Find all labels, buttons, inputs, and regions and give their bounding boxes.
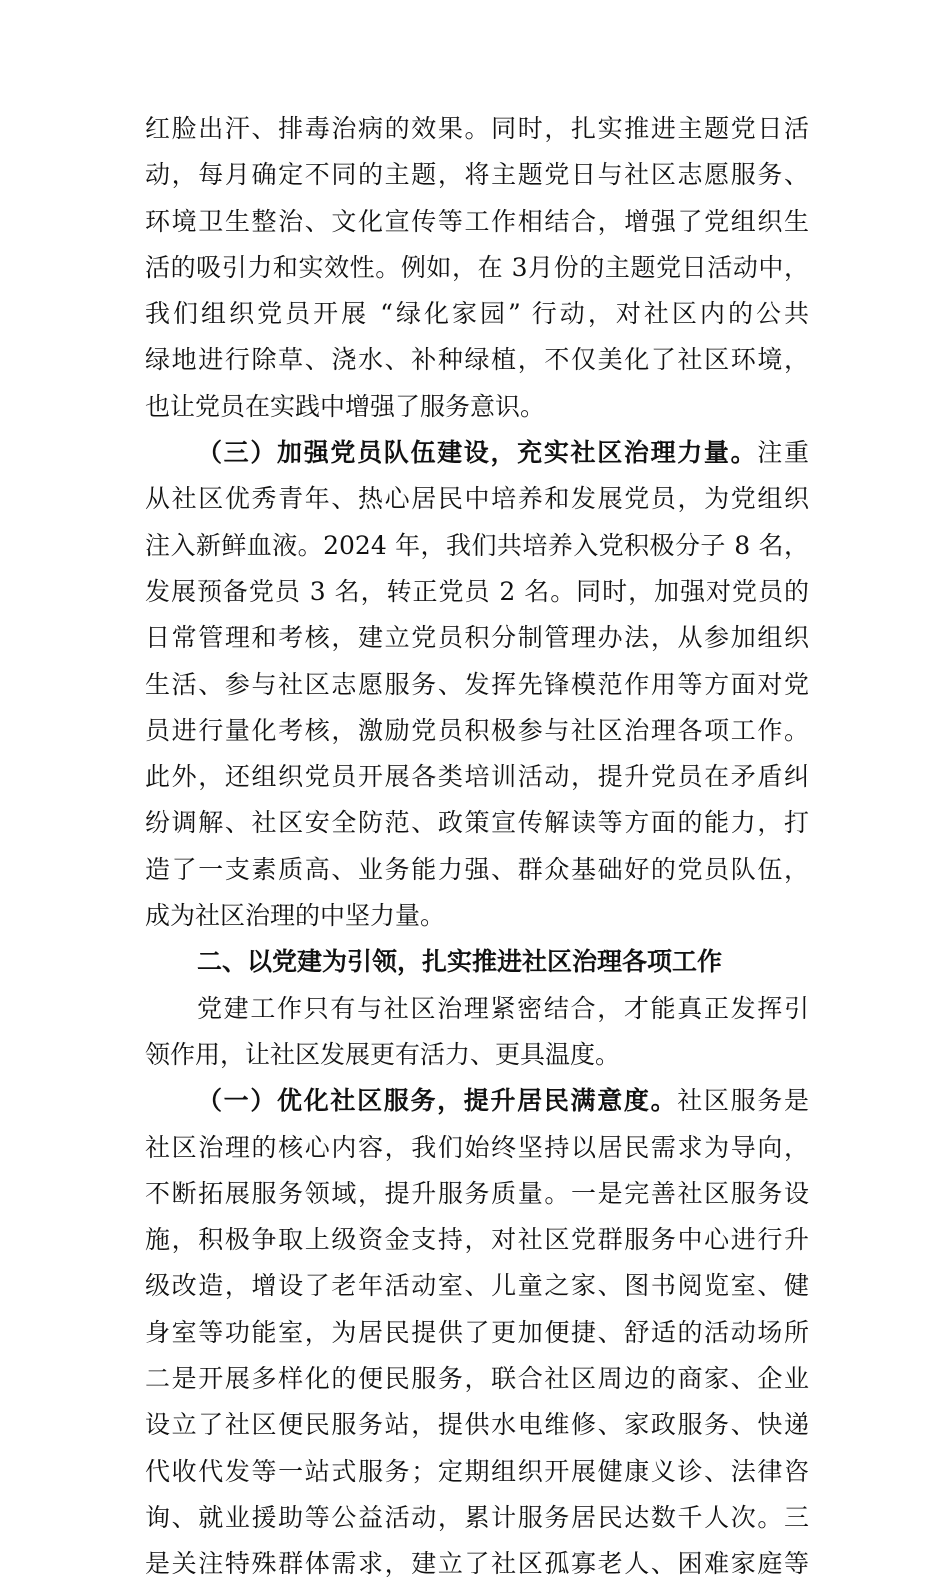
body-line: 环境卫生整治、文化宣传等工作相结合，增强了党组织生 <box>145 206 809 236</box>
body-line: 造了一支素质高、业务能力强、群众基础好的党员队伍， <box>145 854 809 884</box>
body-line: 从社区优秀青年、热心居民中培养和发展党员，为党组织 <box>145 484 809 514</box>
body-line: 领作用，让社区发展更有活力、更具温度。 <box>145 1039 621 1069</box>
body-line: 发展预备党员 3 名，转正党员 2 名。同时，加强对党员的 <box>145 576 809 606</box>
body-line: 活的吸引力和实效性。例如，在 3月份的主题党日活动中， <box>145 252 809 282</box>
body-line: 身室等功能室，为居民提供了更加便捷、舒适的活动场所 <box>145 1317 809 1347</box>
body-line: 生活、参与社区志愿服务、发挥先锋模范作用等方面对党 <box>145 669 809 699</box>
document-page <box>145 106 809 1588</box>
chapter-heading: 二、以党建为引领，扎实推进社区治理各项工作 <box>197 947 723 977</box>
body-line: 二是开展多样化的便民服务，联合社区周边的商家、企业 <box>145 1364 809 1394</box>
body-line: 询、就业援助等公益活动，累计服务居民达数千人次。三 <box>145 1502 809 1532</box>
section-3-heading: （三）加强党员队伍建设，充实社区治理力量。 <box>197 438 758 468</box>
body-line: 我们组织党员开展 “绿化家园” 行动，对社区内的公共 <box>145 299 809 329</box>
section-1-text: 社区服务是 <box>677 1086 809 1116</box>
section-3-first-line <box>145 430 809 476</box>
body-line: 也让党员在实践中增强了服务意识。 <box>145 391 546 421</box>
body-line: 代收代发等一站式服务；定期组织开展健康义诊、法律咨 <box>145 1456 809 1486</box>
body-line: 级改造，增设了老年活动室、儿童之家、图书阅览室、健 <box>145 1271 809 1301</box>
body-line: 党建工作只有与社区治理紧密结合，才能真正发挥引 <box>197 993 809 1023</box>
body-line: 纷调解、社区安全防范、政策宣传解读等方面的能力，打 <box>145 808 809 838</box>
section-1-first-line <box>145 1078 809 1124</box>
body-line: 是关注特殊群体需求，建立了社区孤寡老人、困难家庭等 <box>145 1549 809 1579</box>
section-3-text: 注重 <box>757 438 809 468</box>
body-line: 不断拓展服务领域，提升服务质量。一是完善社区服务设 <box>145 1178 809 1208</box>
body-line: 红脸出汗、排毒治病的效果。同时，扎实推进主题党日活 <box>145 114 809 143</box>
body-line: 注入新鲜血液。2024 年，我们共培养入党积极分子 8 名， <box>145 530 809 560</box>
body-line: 此外，还组织党员开展各类培训活动，提升党员在矛盾纠 <box>145 762 809 792</box>
body-line: 设立了社区便民服务站，提供水电维修、家政服务、快递 <box>145 1410 809 1440</box>
body-line: 成为社区治理的中坚力量。 <box>145 901 446 931</box>
body-line: 动，每月确定不同的主题，将主题党日与社区志愿服务、 <box>145 160 809 190</box>
body-line: 日常管理和考核，建立党员积分制管理办法，从参加组织 <box>145 623 809 653</box>
body-line: 绿地进行除草、浇水、补种绿植，不仅美化了社区环境， <box>145 345 809 375</box>
body-line: 施，积极争取上级资金支持，对社区党群服务中心进行升 <box>145 1225 809 1255</box>
body-line: 社区治理的核心内容，我们始终坚持以居民需求为导向， <box>145 1132 809 1162</box>
section-1-heading: （一）优化社区服务，提升居民满意度。 <box>197 1086 678 1116</box>
body-line: 员进行量化考核，激励党员积极参与社区治理各项工作。 <box>145 715 809 745</box>
